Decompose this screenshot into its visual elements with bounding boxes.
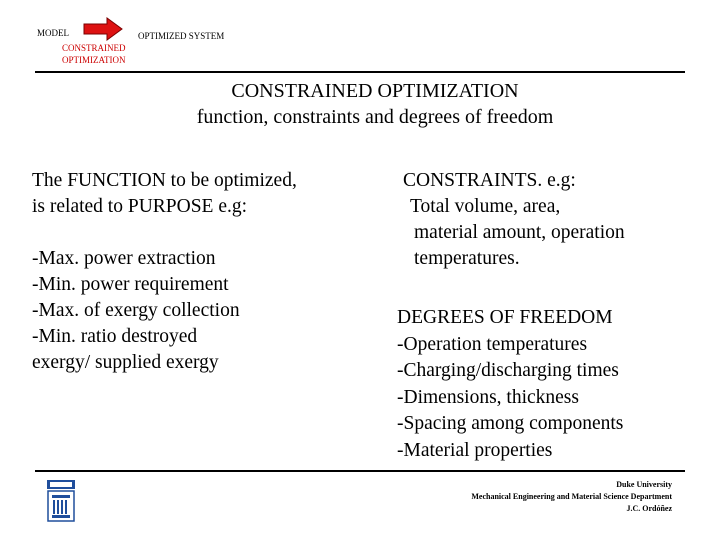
constraints-heading: CONSTRAINTS. e.g: <box>403 170 576 191</box>
dof-heading: DEGREES OF FREEDOM <box>397 307 613 328</box>
constraints-block <box>403 168 625 272</box>
slide-subtitle: function, constraints and degrees of freedom <box>196 106 554 128</box>
constraints-line: Total volume, area, <box>410 196 561 217</box>
footer-university: Duke University <box>616 480 672 489</box>
slide-title-line1: CONSTRAINED OPTIMIZATION <box>231 80 519 102</box>
function-intro-1: The FUNCTION to be optimized, <box>32 170 297 191</box>
dof-item: -Material properties <box>397 439 553 461</box>
dof-item: -Dimensions, thickness <box>397 386 579 408</box>
duke-logo-icon <box>46 479 76 523</box>
dof-block <box>397 305 623 464</box>
footer-department: Mechanical Engineering and Material Science Department <box>471 492 672 501</box>
nav-model-link[interactable]: MODEL <box>37 28 69 38</box>
nav-current-line1: CONSTRAINED <box>62 43 126 53</box>
constraints-line: material amount, operation <box>414 222 625 243</box>
bottom-divider <box>35 470 685 472</box>
function-item: -Min. ratio destroyed <box>32 326 198 347</box>
dof-item: -Charging/discharging times <box>397 360 619 381</box>
dof-item: -Operation temperatures <box>397 333 588 355</box>
function-item: -Max. power extraction <box>32 248 216 269</box>
top-divider <box>35 71 685 73</box>
nav-optimized-system-link[interactable]: OPTIMIZED SYSTEM <box>138 31 225 41</box>
constraints-line: temperatures. <box>414 248 520 269</box>
function-block <box>32 168 297 376</box>
function-item: -Max. of exergy collection <box>32 300 240 321</box>
nav-current-section <box>62 42 126 66</box>
function-item: -Min. power requirement <box>32 274 229 295</box>
footer-credits <box>471 479 672 515</box>
nav-current-line2: OPTIMIZATION <box>62 55 126 65</box>
right-arrow-icon[interactable] <box>83 17 123 41</box>
footer-author: J.C. Ordóñez <box>626 504 672 513</box>
dof-item: -Spacing among components <box>397 413 624 434</box>
function-intro-2: is related to PURPOSE e.g: <box>32 196 248 217</box>
function-item: exergy/ supplied exergy <box>32 352 219 373</box>
slide-title <box>0 78 720 130</box>
